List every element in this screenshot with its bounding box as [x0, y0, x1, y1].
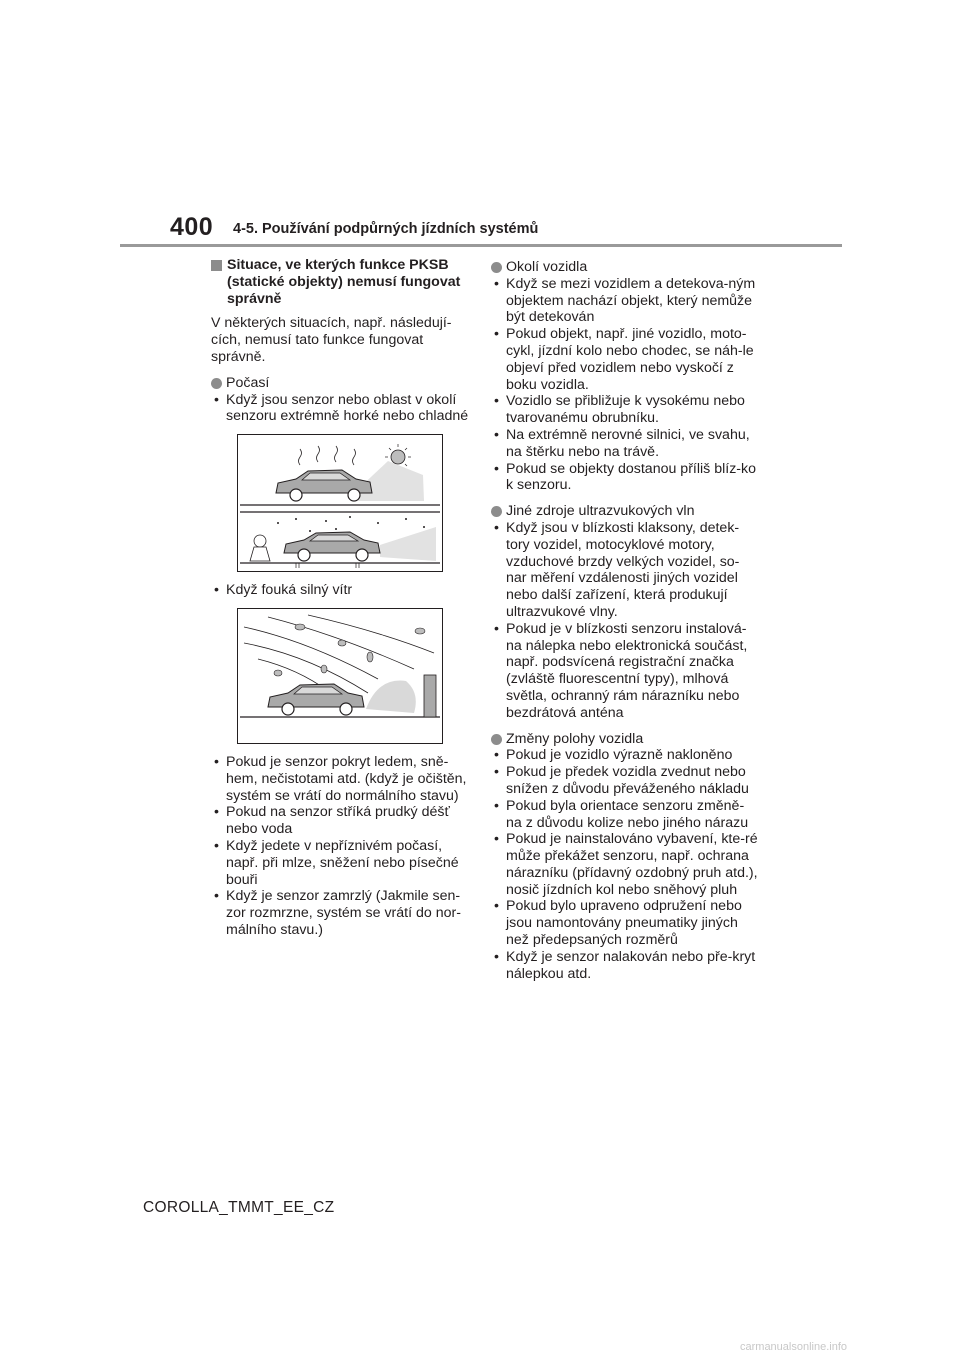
watermark: carmanualsonline.info — [740, 1341, 848, 1353]
list-item: • Pokud je předek vozidla zvednut nebo snížen z důvodu převáženého nákladu — [491, 764, 759, 798]
section-heading — [211, 257, 471, 307]
list-item: • Pokud je senzor pokryt ledem, sně-hem, nečistotami atd. (když je očištěn, systém se vrátí do normálního stavu) — [211, 754, 471, 804]
illustration-heat-cold — [237, 434, 443, 572]
subheading-vehicle-position — [491, 731, 759, 748]
list-item: • Pokud na senzor stříká prudký déšť nebo voda — [211, 804, 471, 838]
list-item: • Pokud se objekty dostanou příliš blíz-ko k senzoru. — [491, 461, 759, 495]
list-item: • Pokud objekt, např. jiné vozidlo, moto-cykl, jízdní kolo nebo chodec, se náh-le objeví před vozidlem nebo vyskočí z boku vozidla. — [491, 326, 759, 393]
list-item: • Vozidlo se přibližuje k vysokému nebo tvarovanému obrubníku. — [491, 393, 759, 427]
footer-code: COROLLA_TMMT_EE_CZ — [143, 1199, 335, 1216]
square-bullet-icon — [211, 260, 222, 271]
list-item: • Pokud je vozidlo výrazně nakloněno — [491, 747, 759, 764]
section-heading-text: Situace, ve kterých funkce PKSB (statické objekty) nemusí fungovat správně — [227, 257, 461, 307]
list-item: • Když jedete v nepříznivém počasí, např. při mlze, sněžení nebo písečné bouři — [211, 838, 471, 888]
list-item: • Když fouká silný vítr — [211, 582, 471, 599]
weather-list-a — [211, 392, 471, 426]
page-number: 400 — [170, 213, 214, 241]
weather-list-c — [211, 754, 471, 939]
circle-bullet-icon — [211, 378, 222, 389]
surroundings-list — [491, 276, 759, 494]
illustration-strong-wind — [237, 608, 443, 744]
list-item: • Když jsou senzor nebo oblast v okolí senzoru extrémně horké nebo chladné — [211, 392, 471, 426]
list-item: • Pokud byla orientace senzoru změně-na z důvodu kolize nebo jiného nárazu — [491, 798, 759, 832]
subheading-vehicle-surroundings — [491, 259, 759, 276]
list-item: • Na extrémně nerovné silnici, ve svahu, na štěrku nebo na trávě. — [491, 427, 759, 461]
circle-bullet-icon — [491, 506, 502, 517]
right-column — [491, 257, 759, 991]
subheading-text: Jiné zdroje ultrazvukových vln — [506, 503, 695, 520]
list-item: • Pokud je v blízkosti senzoru instalová-na nálepka nebo elektronická součást, např. podsvícená registrační značka (zvláště fluorescentní typy), mlhová světla, ochranný rám nárazníku nebo bezdrátová anténa — [491, 621, 759, 722]
weather-list-b — [211, 582, 471, 599]
subheading-text: Změny polohy vozidla — [506, 730, 644, 747]
subheading-text: Okolí vozidla — [506, 259, 588, 275]
ultrasonic-list — [491, 520, 759, 722]
list-item: • Pokud bylo upraveno odpružení nebo jsou namontovány pneumatiky jiných než předepsaných rozměrů — [491, 898, 759, 948]
left-column — [211, 257, 471, 948]
list-item: • Když je senzor nalakován nebo pře-kryt nálepkou atd. — [491, 949, 759, 983]
circle-bullet-icon — [491, 262, 502, 273]
list-item: • Když se mezi vozidlem a detekova-ným objektem nachází objekt, který nemůže být detekován — [491, 276, 759, 326]
section-title: 4-5. Používání podpůrných jízdních systémů — [233, 221, 539, 237]
subheading-weather — [211, 375, 471, 392]
header-divider — [120, 244, 842, 247]
list-item: • Když je senzor zamrzlý (Jakmile sen-zor rozmrzne, systém se vrátí do nor-málního stavu.) — [211, 888, 471, 938]
list-item: • Když jsou v blízkosti klaksony, detek-tory vozidel, motocyklové motory, vzduchové brzdy velkých vozidel, so-nar měření vzdálenosti jiných vozidel nebo další zařízení, která produkují ultrazvukové vlny. — [491, 520, 759, 621]
position-list — [491, 747, 759, 982]
intro-paragraph: V některých situacích, např. následují-cích, nemusí tato funkce fungovat správně. — [211, 315, 452, 365]
list-item: • Pokud je nainstalováno vybavení, kte-ré může překážet senzoru, např. ochrana nárazníku (přídavný ozdobný pruh atd.), nosič jízdních kol nebo sněhový pluh — [491, 831, 759, 898]
subheading-ultrasonic-sources — [491, 503, 759, 520]
circle-bullet-icon — [491, 734, 502, 745]
subheading-weather-text: Počasí — [226, 374, 270, 391]
